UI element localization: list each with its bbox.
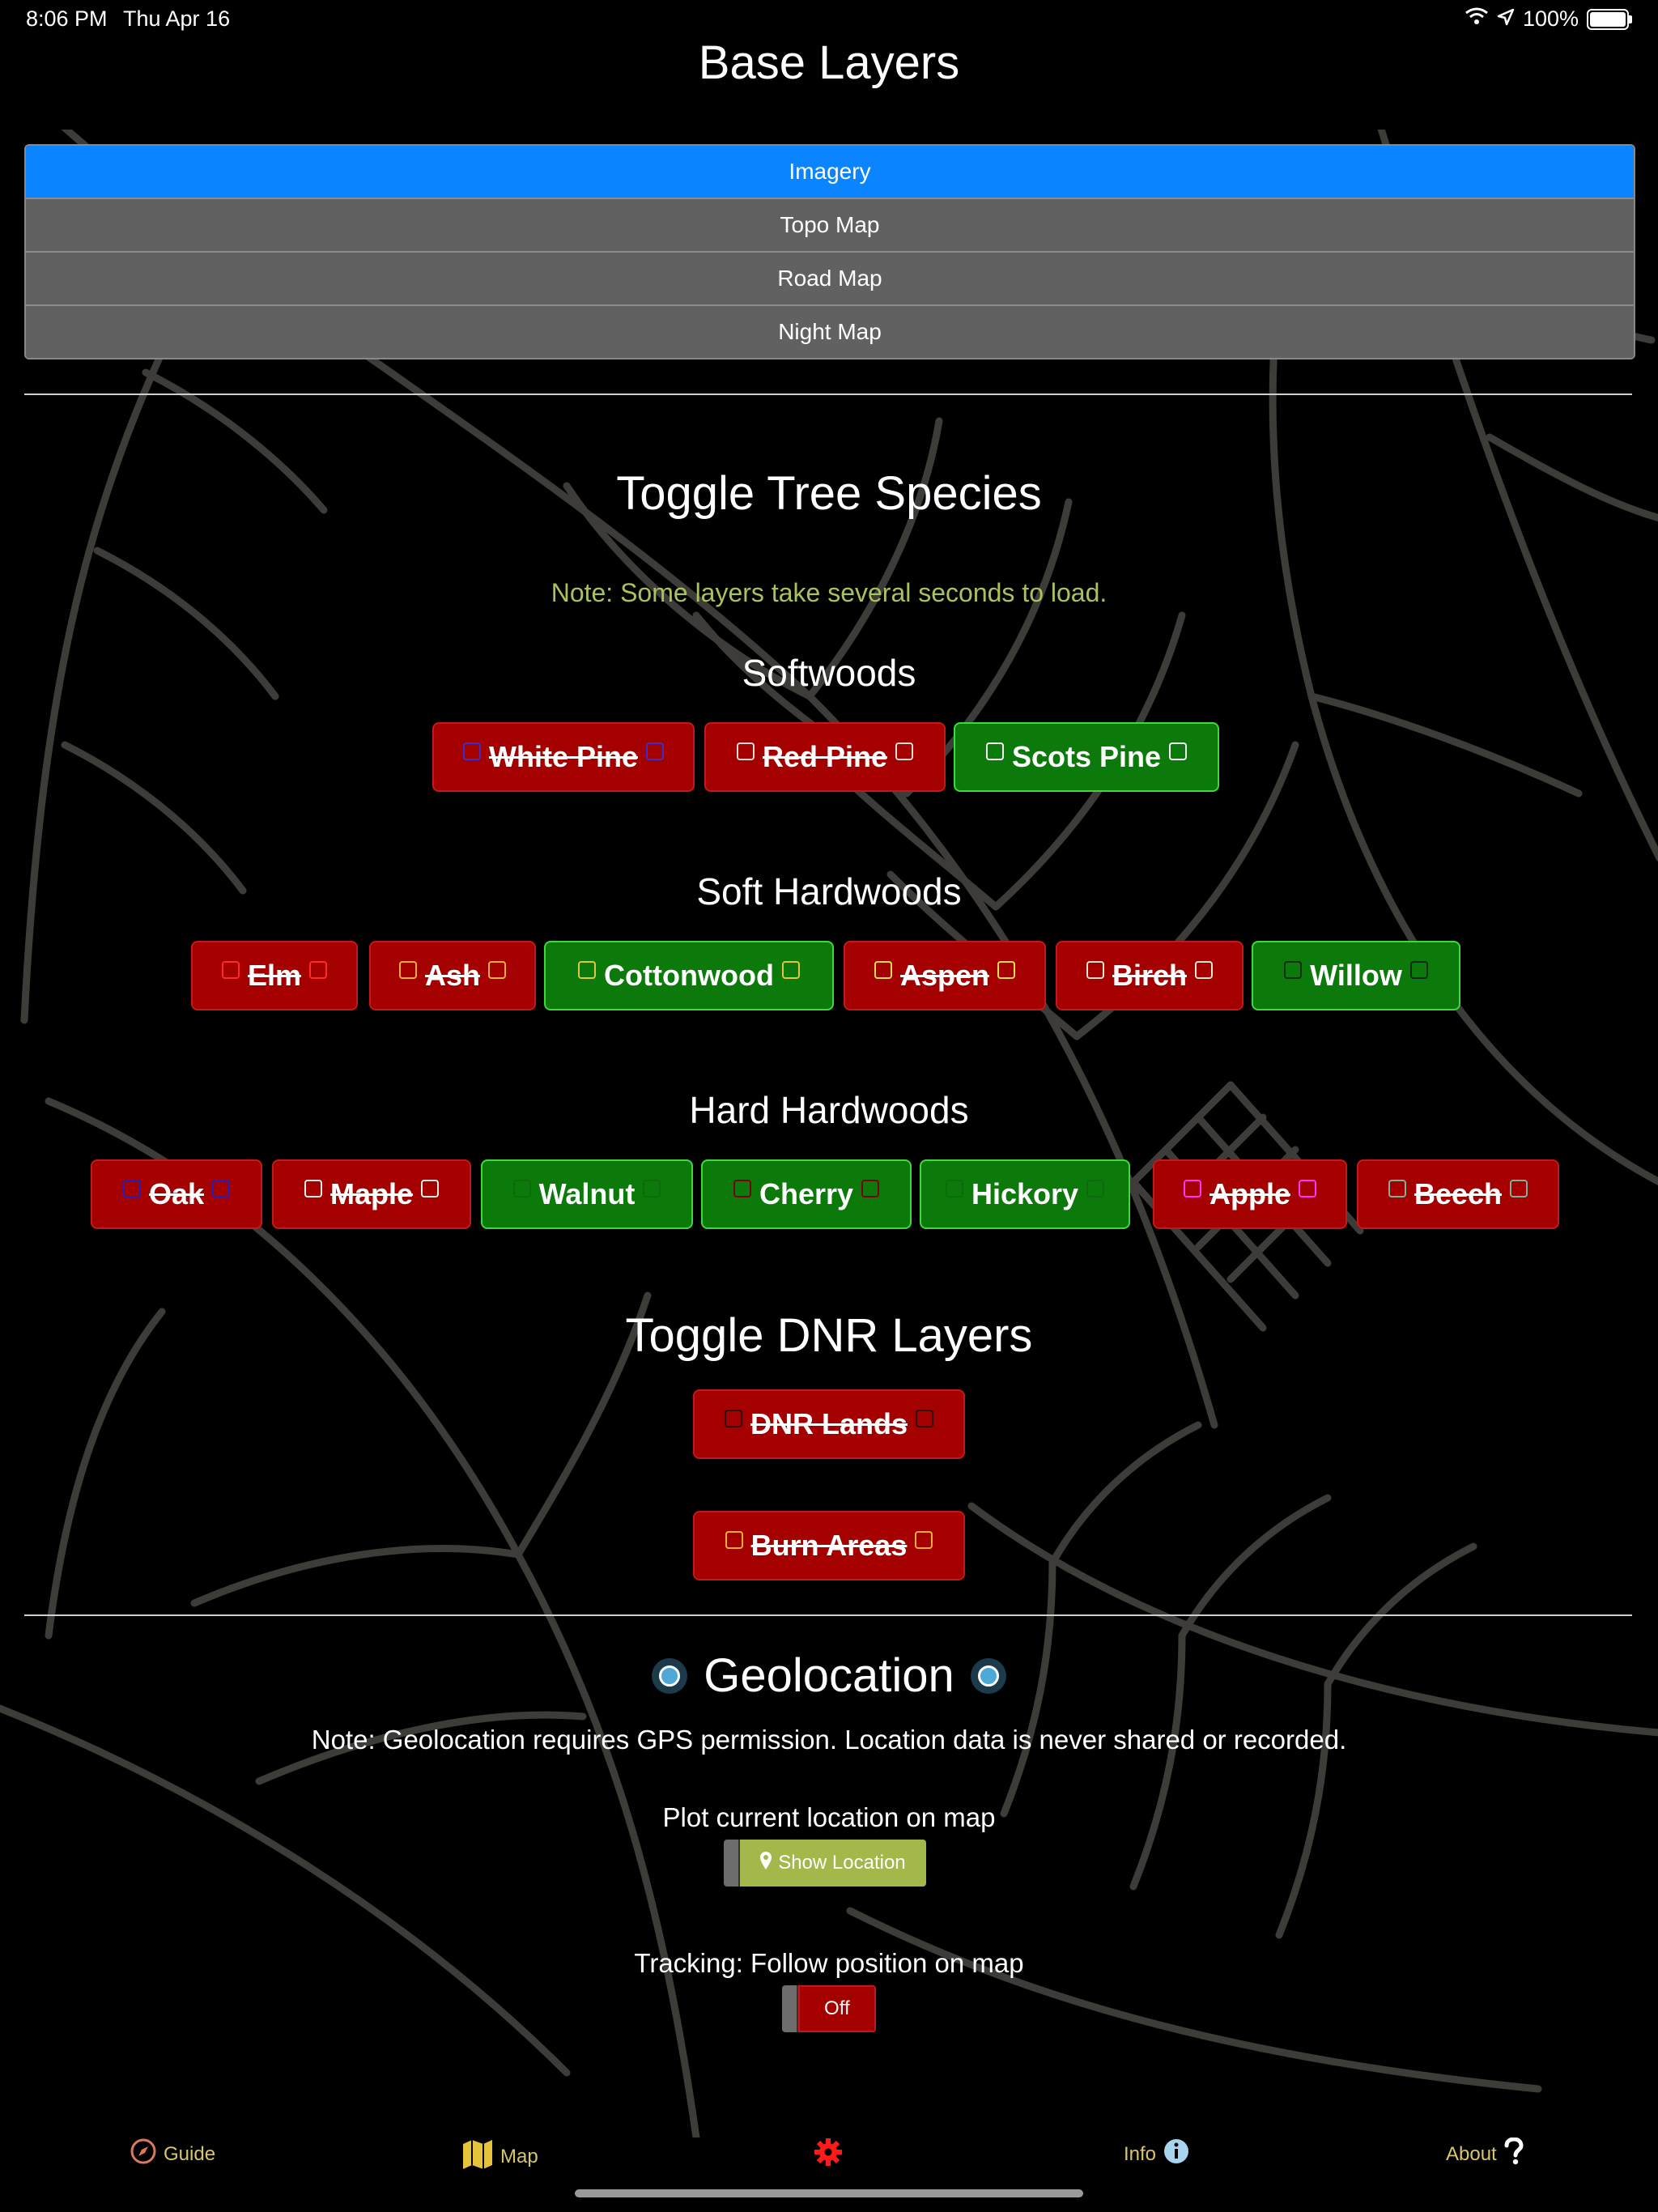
color-swatch-icon [421, 1180, 439, 1197]
tracking-toggle[interactable] [782, 1985, 876, 2032]
color-swatch-icon [1510, 1180, 1528, 1197]
color-swatch-icon [986, 742, 1004, 760]
color-swatch-icon [1184, 1180, 1201, 1197]
toggle-burn-areas-button[interactable] [693, 1511, 965, 1580]
toggle-label: Hickory [971, 1177, 1079, 1210]
map-icon [461, 2138, 494, 2176]
tab-guide-label: Guide [164, 2142, 216, 2165]
compass-icon [130, 2138, 157, 2171]
toggle-label: Apple [1209, 1177, 1290, 1210]
toggle-label: Scots Pine [1011, 740, 1162, 773]
toggle-birch-button[interactable] [1056, 941, 1244, 1010]
toggle-cherry-button[interactable] [701, 1159, 912, 1229]
tab-about[interactable] [1446, 2138, 1524, 2171]
color-swatch-icon [123, 1180, 141, 1197]
status-indicators [1465, 6, 1629, 32]
tab-info[interactable] [1124, 2138, 1190, 2171]
color-swatch-icon [399, 961, 417, 979]
color-swatch-icon [737, 742, 755, 760]
tab-settings[interactable] [814, 2138, 843, 2172]
load-note: Note: Some layers take several seconds to load. [551, 578, 1107, 607]
toggle-label: Elm [247, 959, 302, 992]
color-swatch-icon [733, 1180, 751, 1197]
question-icon [1503, 2138, 1524, 2171]
base-layers-list [24, 144, 1635, 359]
toggle-label: Red Pine [762, 740, 888, 773]
home-indicator [575, 2189, 1083, 2197]
toggle-label: Willow [1310, 959, 1402, 992]
battery-percent: 100% [1522, 6, 1579, 31]
tab-about-label: About [1446, 2142, 1497, 2165]
switch-handle [782, 1985, 798, 2032]
status-date: Thu Apr 16 [123, 6, 231, 31]
color-swatch-icon [895, 742, 913, 760]
toggle-label: Aspen [899, 959, 990, 992]
map-marker-icon [760, 1852, 772, 1875]
color-swatch-icon [1299, 1180, 1316, 1197]
toggle-hickory-button[interactable] [920, 1159, 1130, 1229]
leaf-background-illustration [0, 130, 1658, 2138]
geolocation-note: Note: Geolocation requires GPS permission. Location data is never shared or recorded. [311, 1725, 1347, 1755]
gear-icon [814, 2138, 843, 2172]
soft-hardwoods-heading: Soft Hardwoods [696, 870, 962, 912]
show-location-label: Show Location [778, 1852, 906, 1874]
toggle-label: Birch [1112, 959, 1188, 992]
divider [24, 1614, 1632, 1616]
color-swatch-icon [309, 961, 327, 979]
location-arrow-icon [1497, 6, 1515, 32]
location-dot-icon [652, 1658, 687, 1694]
tab-guide[interactable] [130, 2138, 215, 2171]
tab-info-label: Info [1124, 2142, 1157, 2165]
toggle-dnr-lands-button[interactable] [693, 1389, 965, 1459]
tracking-state: Off [798, 1985, 876, 2032]
color-swatch-icon [578, 961, 596, 979]
color-swatch-icon [1086, 1180, 1104, 1197]
toggle-label: Oak [148, 1177, 205, 1210]
tracking-label: Tracking: Follow position on map [634, 1948, 1024, 1978]
status-time: 8:06 PM [26, 6, 108, 31]
tab-map[interactable] [461, 2138, 538, 2176]
color-swatch-icon [1086, 961, 1104, 979]
toggle-label: Walnut [538, 1177, 636, 1210]
toggle-elm-button[interactable] [191, 941, 358, 1010]
toggle-cottonwood-button[interactable] [544, 941, 834, 1010]
color-swatch-icon [861, 1180, 879, 1197]
color-swatch-icon [222, 961, 240, 979]
tab-map-label: Map [500, 2145, 538, 2167]
geolocation-title: Geolocation [704, 1649, 954, 1702]
color-swatch-icon [946, 1180, 963, 1197]
toggle-beech-button[interactable] [1357, 1159, 1559, 1229]
color-swatch-icon [782, 961, 800, 979]
toggle-walnut-button[interactable] [481, 1159, 693, 1229]
color-swatch-icon [463, 742, 481, 760]
color-swatch-icon [725, 1410, 742, 1427]
info-icon [1163, 2138, 1190, 2171]
base-layers-title: Base Layers [698, 36, 960, 89]
color-swatch-icon [304, 1180, 322, 1197]
show-location-button[interactable] [724, 1840, 926, 1887]
toggle-label: Burn Areas [750, 1529, 908, 1562]
base-layer-road-map[interactable]: Road Map [26, 251, 1634, 304]
toggle-white-pine-button[interactable] [432, 722, 695, 792]
toggle-red-pine-button[interactable] [704, 722, 946, 792]
softwoods-heading: Softwoods [742, 652, 916, 694]
toggle-oak-button[interactable] [91, 1159, 262, 1229]
battery-icon [1587, 9, 1629, 30]
toggle-aspen-button[interactable] [844, 941, 1046, 1010]
color-swatch-icon [915, 1531, 933, 1549]
toggle-label: Maple [329, 1177, 414, 1210]
toggle-apple-button[interactable] [1153, 1159, 1347, 1229]
toggle-scots-pine-button[interactable] [954, 722, 1219, 792]
toggle-label: Cottonwood [604, 959, 774, 992]
tree-species-title: Toggle Tree Species [616, 467, 1042, 520]
toggle-willow-button[interactable] [1252, 941, 1460, 1010]
color-swatch-icon [212, 1180, 230, 1197]
color-swatch-icon [513, 1180, 531, 1197]
color-swatch-icon [997, 961, 1015, 979]
color-swatch-icon [1410, 961, 1428, 979]
toggle-label: DNR Lands [750, 1407, 908, 1440]
geolocation-header [0, 1648, 1658, 1703]
wifi-icon [1465, 6, 1489, 32]
dnr-layers-title: Toggle DNR Layers [625, 1309, 1033, 1362]
toggle-label: Ash [424, 959, 480, 992]
toggle-label: Cherry [759, 1177, 854, 1210]
color-swatch-icon [725, 1531, 743, 1549]
toggle-ash-button[interactable] [369, 941, 536, 1010]
color-swatch-icon [874, 961, 892, 979]
toggle-label: Beech [1414, 1177, 1503, 1210]
hard-hardwoods-heading: Hard Hardwoods [689, 1089, 969, 1131]
plot-location-label: Plot current location on map [662, 1802, 996, 1832]
divider [24, 393, 1632, 395]
color-swatch-icon [1195, 961, 1213, 979]
color-swatch-icon [646, 742, 664, 760]
base-layer-topo-map[interactable]: Topo Map [26, 198, 1634, 251]
color-swatch-icon [643, 1180, 661, 1197]
location-dot-icon [971, 1658, 1006, 1694]
color-swatch-icon [1284, 961, 1302, 979]
color-swatch-icon [916, 1410, 933, 1427]
toggle-maple-button[interactable] [272, 1159, 471, 1229]
toggle-label: White Pine [488, 740, 638, 773]
base-layer-night-map[interactable]: Night Map [26, 304, 1634, 358]
color-swatch-icon [1388, 1180, 1406, 1197]
switch-handle [724, 1840, 740, 1887]
color-swatch-icon [488, 961, 506, 979]
base-layer-imagery[interactable]: Imagery [26, 146, 1634, 198]
color-swatch-icon [1169, 742, 1187, 760]
